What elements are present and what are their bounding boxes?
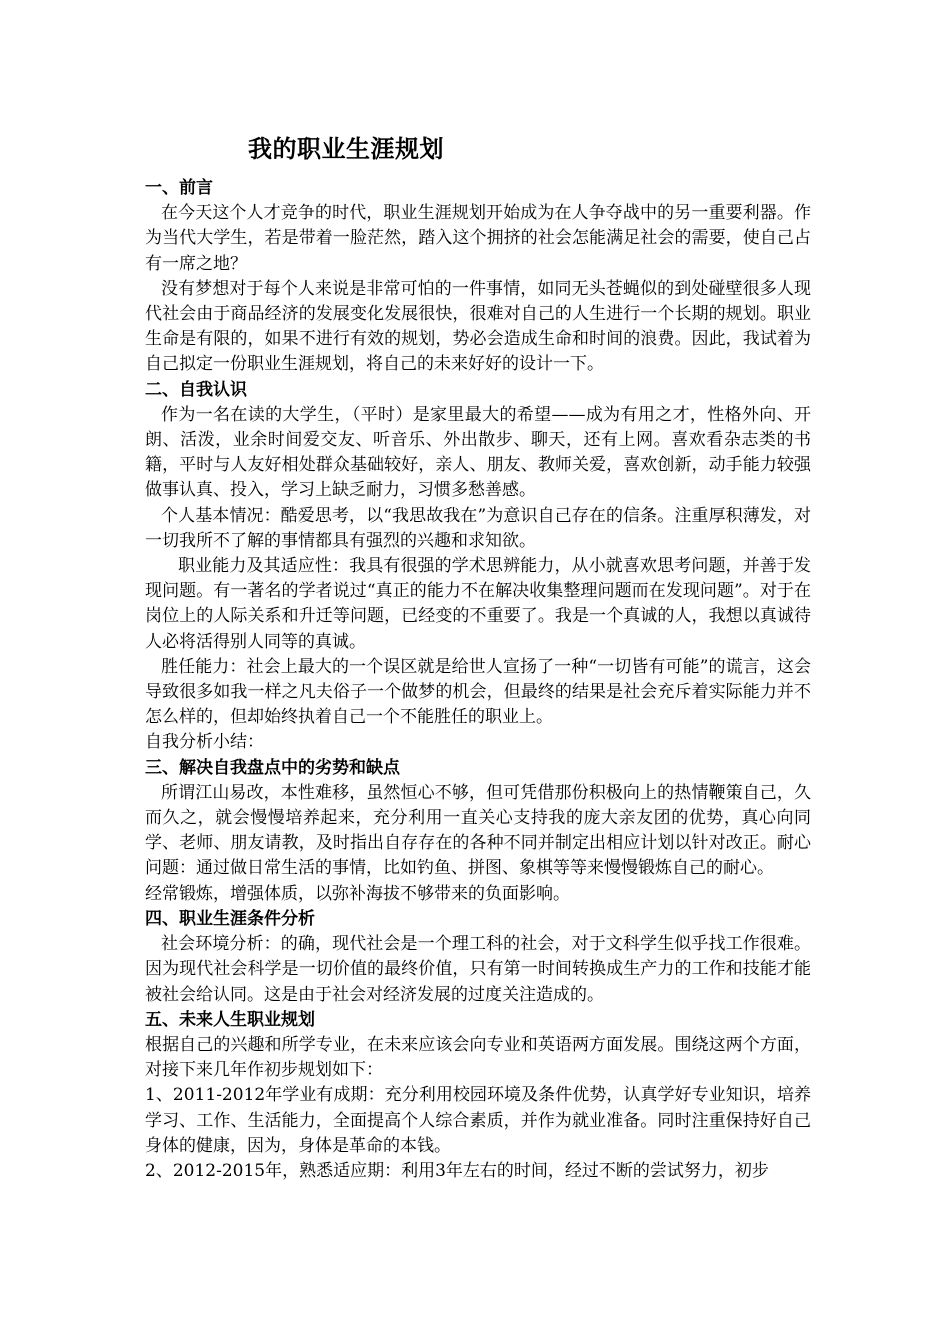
paragraph: 个人基本情况：酷爱思考，以“我思故我在”为意识自己存在的信条。注重厚积薄发，对一切我所不了解的事情都具有强烈的兴趣和求知欲。 bbox=[145, 505, 811, 551]
paragraph: 职业能力及其适应性：我具有很强的学术思辨能力，从小就喜欢思考问题，并善于发现问题。有一著名的学者说过“真正的能力不在解决收集整理问题而在发现问题”。对于在岗位上的人际关系和升迁等问题，已经变的不重要了。我是一个真诚的人，我想以真诚待人必将活得别人同等的真诚。 bbox=[145, 556, 811, 652]
paragraph: 自我分析小结： bbox=[145, 732, 264, 753]
section-heading-self-knowledge: 二、自我认识 bbox=[145, 379, 247, 400]
section-heading-preface: 一、前言 bbox=[145, 178, 213, 198]
paragraph: 作为一名在读的大学生，（平时）是家里最大的希望——成为有用之才，性格外向、开朗、活泼，业余时间爱交友、听音乐、外出散步、聊天，还有上网。喜欢看杂志类的书籍，平时与人友好相处群众基础较好，亲人、朋友、教师关爱，喜欢创新，动手能力较强做事认真、投入，学习上缺乏耐力，习惯多愁善感。 bbox=[145, 404, 811, 501]
section-heading-future-plan: 五、未来人生职业规划 bbox=[145, 1009, 315, 1030]
section-heading-weaknesses: 三、解决自我盘点中的劣势和缺点 bbox=[145, 757, 400, 778]
paragraph: 根据自己的兴趣和所学专业，在未来应该会向专业和英语两方面发展。围绕这两个方面，对接下来几年作初步规划如下： bbox=[145, 1034, 811, 1081]
document-body bbox=[145, 132, 811, 1184]
paragraph: 在今天这个人才竞争的时代，职业生涯规划开始成为在人争夺战中的另一重要利器。作为当代大学生，若是带着一脸茫然，踏入这个拥挤的社会怎能满足社会的需要，使自己占有一席之地？ bbox=[145, 203, 811, 274]
paragraph: 社会环境分析：的确，现代社会是一个理工科的社会，对于文科学生似乎找工作很难。因为现代社会科学是一切价值的最终价值，只有第一时间转换成生产力的工作和技能才能被社会给认同。这是由于社会对经济发展的过度关注造成的。 bbox=[145, 934, 811, 1005]
paragraph: 胜任能力：社会上最大的一个误区就是给世人宣扬了一种“一切皆有可能”的谎言，这会导致很多如我一样之凡夫俗子一个做梦的机会，但最终的结果是社会充斥着实际能力并不怎么样的，但却始终执着自己一个不能胜任的职业上。 bbox=[145, 656, 811, 728]
paragraph: 1、2011-2012年学业有成期：充分利用校园环境及条件优势，认真学好专业知识，培养学习、工作、生活能力，全面提高个人综合素质，并作为就业准备。同时注重保持好自己身体的健康，因为，身体是革命的本钱。 bbox=[145, 1085, 811, 1156]
document-title: 我的职业生涯规划 bbox=[248, 135, 444, 163]
section-heading-conditions: 四、职业生涯条件分析 bbox=[145, 908, 315, 929]
paragraph: 2、2012-2015年，熟悉适应期：利用3年左右的时间，经过不断的尝试努力，初步 bbox=[145, 1160, 769, 1181]
paragraph: 所谓江山易改，本性难移，虽然恒心不够，但可凭借那份积极向上的热情鞭策自己，久而久之，就会慢慢培养起来，充分利用一直关心支持我的庞大亲友团的优势，真心向同学、老师、朋友请教，及时指出自存存在的各种不同并制定出相应计划以针对改正。耐心问题：通过做日常生活的事情，比如钓鱼、拼图、象棋等等来慢慢锻炼自己的耐心。 bbox=[145, 782, 811, 879]
paragraph: 没有梦想对于每个人来说是非常可怕的一件事情，如同无头苍蝇似的到处碰壁很多人现代社会由于商品经济的发展变化发展很快，很难对自己的人生进行一个长期的规划。职业生命是有限的，如果不进行有效的规划，势必会造成生命和时间的浪费。因此，我试着为自己拟定一份职业生涯规划，将自己的未来好好的设计一下。 bbox=[145, 278, 811, 375]
paragraph: 经常锻炼，增强体质，以弥补海拔不够带来的负面影响。 bbox=[145, 883, 570, 904]
